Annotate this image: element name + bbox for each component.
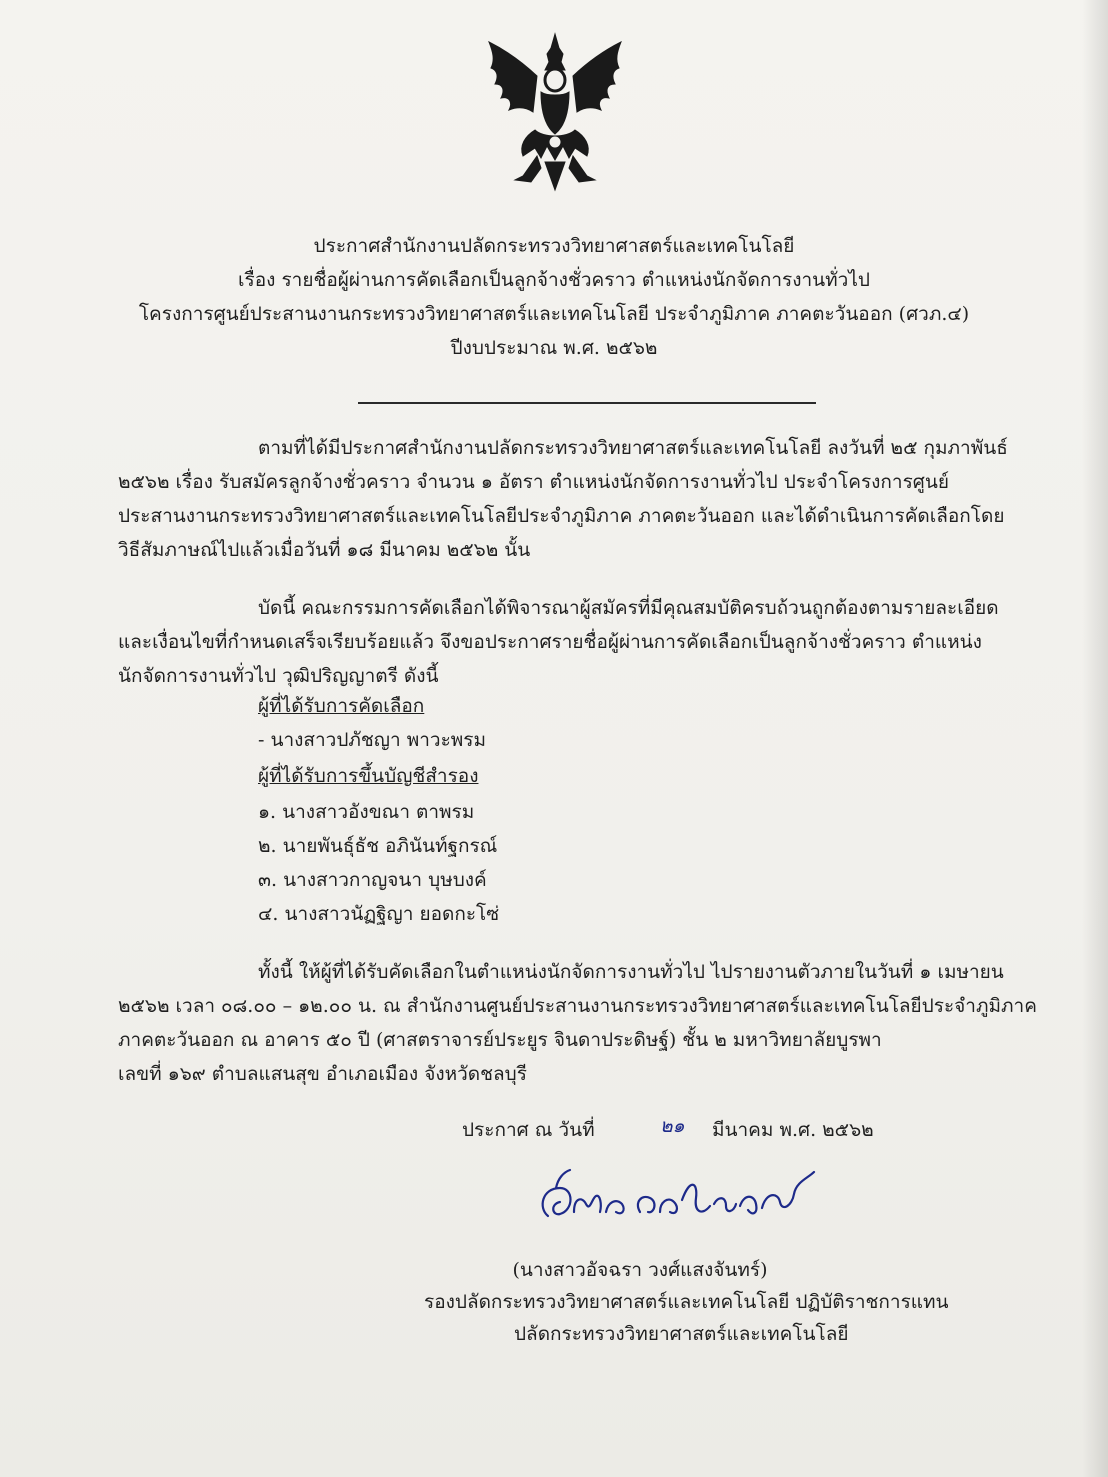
selected-name: - นางสาวปภัชญา พาวะพรม — [258, 729, 487, 751]
signer-title: รองปลัดกระทรวงวิทยาศาสตร์และเทคโนโลยี ปฏิบัติราชการแทน — [424, 1291, 949, 1313]
page-shadow — [1082, 0, 1108, 1477]
paragraph3-line: เลขที่ ๑๖๙ ตำบลแสนสุข อำเภอเมือง จังหวัดชลบุรี — [118, 1063, 527, 1085]
reserve-item: ๔. นางสาวนัฏฐิญา ยอดกะโซ่ — [258, 903, 500, 925]
announce-prefix: ประกาศ ณ วันที่ — [462, 1119, 595, 1141]
reserve-item: ๑. นางสาวอังขณา ตาพรม — [258, 801, 475, 823]
handwritten-signature — [530, 1158, 820, 1228]
project-line: โครงการศูนย์ประสานงานกระทรวงวิทยาศาสตร์และเทคโนโลยี ประจำภูมิภาค ภาคตะวันออก (ศวภ.๔) — [138, 303, 970, 325]
reserve-heading: ผู้ที่ได้รับการขึ้นบัญชีสำรอง — [258, 765, 479, 787]
paragraph2-line: นักจัดการงานทั่วไป วุฒิปริญญาตรี ดังนี้ — [118, 665, 439, 687]
announce-day: ๒๑ — [660, 1115, 685, 1137]
announcement-title: ประกาศสำนักงานปลัดกระทรวงวิทยาศาสตร์และเทคโนโลยี — [313, 235, 795, 257]
paragraph2-line: บัดนี้ คณะกรรมการคัดเลือกได้พิจารณาผู้สมัครที่มีคุณสมบัติครบถ้วนถูกต้องตามรายละเอียด — [258, 597, 999, 619]
reserve-item: ๒. นายพันธุ์ธัช อภินันท์ฐกรณ์ — [258, 835, 498, 857]
signer-title: ปลัดกระทรวงวิทยาศาสตร์และเทคโนโลยี — [514, 1323, 849, 1345]
reserve-item: ๓. นางสาวกาญจนา บุษบงค์ — [258, 869, 487, 891]
divider — [358, 402, 816, 404]
signer-name: (นางสาวอัจฉรา วงศ์แสงจันทร์) — [512, 1259, 768, 1281]
paragraph3-line: ๒๕๖๒ เวลา ๐๘.๐๐ – ๑๒.๐๐ น. ณ สำนักงานศูนย์ประสานงานกระทรวงวิทยาศาสตร์และเทคโนโลยีประจำภูมิภาค — [118, 995, 1037, 1017]
paragraph3-line: ภาคตะวันออก ณ อาคาร ๕๐ ปี (ศาสตราจารย์ประยูร จินดาประดิษฐ์) ชั้น ๒ มหาวิทยาลัยบูรพา — [118, 1029, 882, 1051]
announce-suffix: มีนาคม พ.ศ. ๒๕๖๒ — [712, 1119, 874, 1141]
paragraph1-line: ประสานงานกระทรวงวิทยาศาสตร์และเทคโนโลยีประจำภูมิภาค ภาคตะวันออก และได้ดำเนินการคัดเลือกโดย — [118, 505, 1005, 527]
selected-heading: ผู้ที่ได้รับการคัดเลือก — [258, 695, 425, 717]
subject-line: เรื่อง รายชื่อผู้ผ่านการคัดเลือกเป็นลูกจ้างชั่วคราว ตำแหน่งนักจัดการงานทั่วไป — [238, 269, 870, 291]
paragraph3-line: ทั้งนี้ ให้ผู้ที่ได้รับคัดเลือกในตำแหน่งนักจัดการงานทั่วไป ไปรายงานตัวภายในวันที่ ๑ เมษายน — [258, 961, 1004, 983]
fiscal-year-line: ปีงบประมาณ พ.ศ. ๒๕๖๒ — [450, 337, 658, 359]
paragraph1-line: วิธีสัมภาษณ์ไปแล้วเมื่อวันที่ ๑๘ มีนาคม ๒๕๖๒ นั้น — [118, 539, 531, 561]
paragraph1-line: ตามที่ได้มีประกาศสำนักงานปลัดกระทรวงวิทยาศาสตร์และเทคโนโลยี ลงวันที่ ๒๕ กุมภาพันธ์ — [258, 437, 1008, 459]
paragraph1-line: ๒๕๖๒ เรื่อง รับสมัครลูกจ้างชั่วคราว จำนวน ๑ อัตรา ตำแหน่งนักจัดการงานทั่วไป ประจำโครงการศูนย์ — [118, 471, 949, 493]
garuda-emblem-icon — [475, 30, 635, 198]
paragraph2-line: และเงื่อนไขที่กำหนดเสร็จเรียบร้อยแล้ว จึงขอประกาศรายชื่อผู้ผ่านการคัดเลือกเป็นลูกจ้างชั่วคราว ตำแหน่ง — [118, 631, 982, 653]
